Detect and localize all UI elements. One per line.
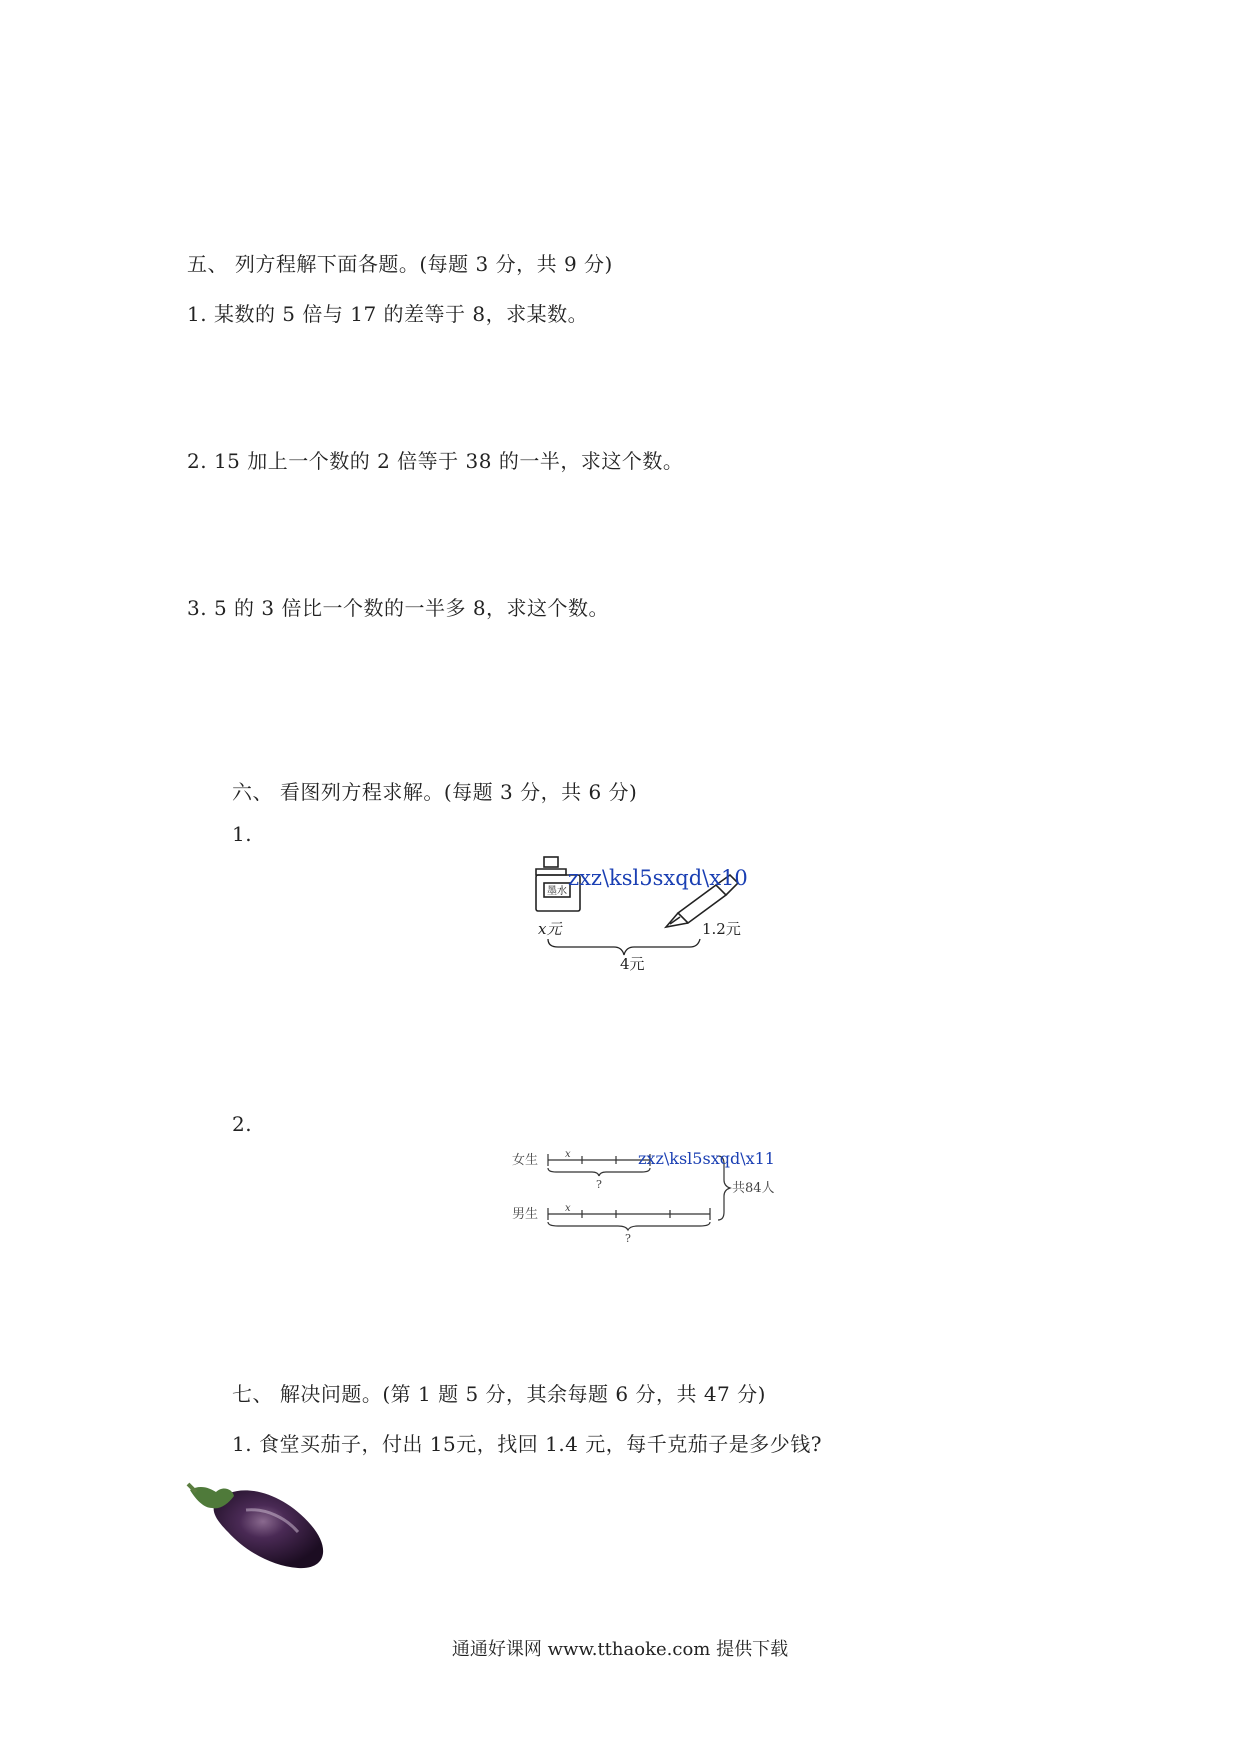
total-84-label: 共84人	[732, 1181, 775, 1196]
boys-label: 男生	[512, 1207, 539, 1222]
girls-unknown: ?	[596, 1178, 602, 1191]
footer: 通通好课网 www.tthaoke.com 提供下载	[451, 1639, 789, 1660]
pen-price-label: 1.2元	[702, 920, 741, 938]
section5-question-1: 1. 某数的 5 倍与 17 的差等于 8，求某数。	[187, 302, 589, 326]
section6-heading: 六、 看图列方程求解。(每题 3 分，共 6 分)	[232, 780, 638, 804]
ink-price-label: x元	[538, 920, 562, 938]
eggplant-image	[186, 1470, 336, 1575]
girls-segment-label: x	[565, 1149, 571, 1160]
section7-question-1: 1. 食堂买茄子，付出 15元，找回 1.4 元，每千克茄子是多少钱?	[232, 1432, 822, 1456]
section5-question-2: 2. 15 加上一个数的 2 倍等于 38 的一半，求这个数。	[187, 449, 684, 473]
total-label: 4元	[620, 955, 645, 973]
boys-bar	[548, 1208, 710, 1230]
boys-unknown: ?	[625, 1232, 631, 1245]
watermark-2: zxz\ksl5sxqd\x11	[638, 1149, 775, 1168]
section7-heading: 七、 解决问题。(第 1 题 5 分，其余每题 6 分，共 47 分)	[232, 1382, 766, 1406]
boys-segment-label: x	[565, 1203, 571, 1214]
total-brace	[548, 939, 700, 955]
watermark-1: zxz\ksl5sxqd\x10	[568, 866, 748, 890]
section6-question-2-number: 2.	[232, 1112, 253, 1136]
segment-diagram	[510, 1148, 790, 1248]
section5-question-3: 3. 5 的 3 倍比一个数的一半多 8，求这个数。	[187, 596, 610, 620]
section5-heading: 五、 列方程解下面各题。(每题 3 分，共 9 分)	[187, 252, 613, 276]
girls-label: 女生	[512, 1153, 539, 1168]
section6-question-1-number: 1.	[232, 822, 253, 846]
girls-bar	[548, 1154, 650, 1176]
ink-pen-figure	[530, 855, 760, 975]
ink-bottle-label: 墨水	[547, 886, 567, 897]
